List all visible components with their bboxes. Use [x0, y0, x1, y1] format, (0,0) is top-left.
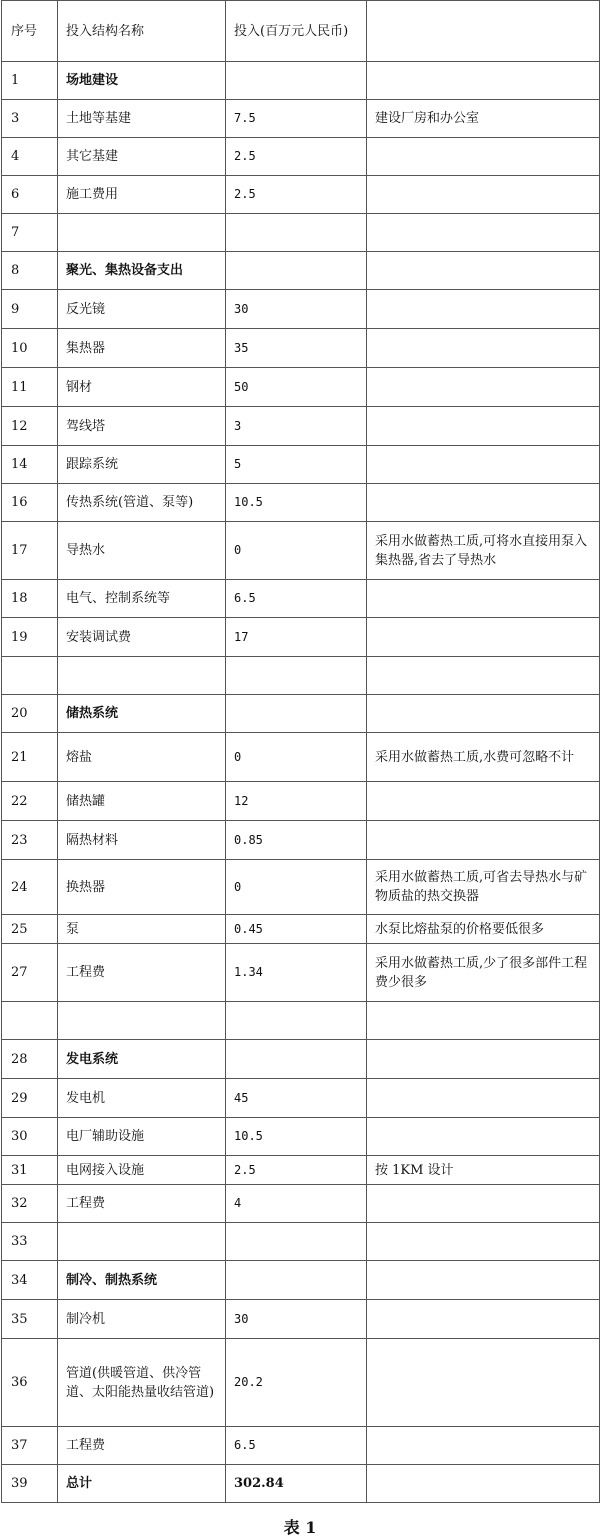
- row-item-name: 储热系统: [58, 695, 226, 733]
- table-row: [2, 733, 600, 782]
- row-number: 32: [2, 1185, 58, 1223]
- row-investment: 0: [226, 733, 367, 782]
- row-item-name: 隔热材料: [58, 821, 226, 860]
- row-item-name: 导热水: [58, 522, 226, 580]
- row-number: 25: [2, 915, 58, 944]
- row-remarks: [367, 618, 600, 657]
- row-number: 31: [2, 1156, 58, 1185]
- row-investment: [226, 62, 367, 100]
- row-number: 30: [2, 1118, 58, 1156]
- table-row: [2, 446, 600, 484]
- row-number: 3: [2, 100, 58, 138]
- row-remarks: [367, 290, 600, 329]
- row-investment: 30: [226, 1300, 367, 1339]
- table-row: [2, 1261, 600, 1300]
- row-investment: 0: [226, 522, 367, 580]
- row-number: 1: [2, 62, 58, 100]
- row-remarks: [367, 580, 600, 618]
- row-remarks: [367, 1079, 600, 1118]
- row-remarks: [367, 695, 600, 733]
- row-investment: 2.5: [226, 138, 367, 176]
- row-investment: 10.5: [226, 1118, 367, 1156]
- row-remarks: 采用水做蓄热工质,可省去导热水与矿物质盐的热交换器: [367, 860, 600, 915]
- row-item-name: 发电系统: [58, 1040, 226, 1079]
- row-remarks: [367, 1300, 600, 1339]
- table-row: [2, 214, 600, 252]
- row-number: 28: [2, 1040, 58, 1079]
- row-item-name: 跟踪系统: [58, 446, 226, 484]
- row-remarks: [367, 329, 600, 368]
- row-number: 9: [2, 290, 58, 329]
- row-item-name: 集热器: [58, 329, 226, 368]
- row-item-name: 工程费: [58, 944, 226, 1002]
- row-item-name: 场地建设: [58, 62, 226, 100]
- row-remarks: 采用水做蓄热工质,可将水直接用泵入集热器,省去了导热水: [367, 522, 600, 580]
- table-row: [2, 1118, 600, 1156]
- table-row: [2, 1300, 600, 1339]
- row-remarks: [367, 368, 600, 407]
- row-item-name: 施工费用: [58, 176, 226, 214]
- table-row: [2, 1339, 600, 1427]
- row-item-name: 电网接入设施: [58, 1156, 226, 1185]
- row-remarks: [367, 62, 600, 100]
- row-remarks: [367, 1465, 600, 1503]
- row-number: 17: [2, 522, 58, 580]
- row-investment: 2.5: [226, 176, 367, 214]
- row-investment: 45: [226, 1079, 367, 1118]
- row-item-name: 电厂辅助设施: [58, 1118, 226, 1156]
- table-row: [2, 176, 600, 214]
- row-investment: 10.5: [226, 484, 367, 522]
- row-remarks: 采用水做蓄热工质,少了很多部件工程费少很多: [367, 944, 600, 1002]
- row-remarks: 建设厂房和办公室: [367, 100, 600, 138]
- table-row: [2, 368, 600, 407]
- table-row: [2, 62, 600, 100]
- row-number: 6: [2, 176, 58, 214]
- table-row: [2, 252, 600, 290]
- row-remarks: [367, 657, 600, 695]
- table-row: [2, 138, 600, 176]
- row-item-name: 泵: [58, 915, 226, 944]
- row-remarks: 采用水做蓄热工质,水费可忽略不计: [367, 733, 600, 782]
- row-number: 11: [2, 368, 58, 407]
- row-item-name: 土地等基建: [58, 100, 226, 138]
- row-number: 18: [2, 580, 58, 618]
- row-number: 33: [2, 1223, 58, 1261]
- header-remarks: [367, 1, 600, 62]
- row-remarks: [367, 176, 600, 214]
- row-number: 14: [2, 446, 58, 484]
- row-remarks: [367, 484, 600, 522]
- table-row: [2, 100, 600, 138]
- row-number: 34: [2, 1261, 58, 1300]
- table-row: [2, 1079, 600, 1118]
- row-item-name: 电气、控制系统等: [58, 580, 226, 618]
- row-item-name: 换热器: [58, 860, 226, 915]
- row-investment: 1.34: [226, 944, 367, 1002]
- row-remarks: [367, 1427, 600, 1465]
- row-investment: 302.84: [226, 1465, 367, 1503]
- table-row: [2, 484, 600, 522]
- row-remarks: 按 1KM 设计: [367, 1156, 600, 1185]
- row-investment: 4: [226, 1185, 367, 1223]
- row-investment: 0: [226, 860, 367, 915]
- row-remarks: [367, 446, 600, 484]
- row-item-name: 钢材: [58, 368, 226, 407]
- row-investment: [226, 1261, 367, 1300]
- row-investment: [226, 1002, 367, 1040]
- row-item-name: [58, 1002, 226, 1040]
- row-investment: 5: [226, 446, 367, 484]
- row-remarks: [367, 1040, 600, 1079]
- header-item-name: 投入结构名称: [58, 1, 226, 62]
- table-row: [2, 915, 600, 944]
- row-investment: 12: [226, 782, 367, 821]
- row-remarks: [367, 1185, 600, 1223]
- row-investment: 0.85: [226, 821, 367, 860]
- table-row: [2, 329, 600, 368]
- row-number: [2, 1002, 58, 1040]
- row-item-name: 熔盐: [58, 733, 226, 782]
- row-investment: [226, 1040, 367, 1079]
- row-number: 39: [2, 1465, 58, 1503]
- row-investment: 0.45: [226, 915, 367, 944]
- row-investment: 3: [226, 407, 367, 446]
- table-row: [2, 782, 600, 821]
- row-item-name: 反光镜: [58, 290, 226, 329]
- row-remarks: [367, 1223, 600, 1261]
- row-remarks: [367, 1339, 600, 1427]
- row-item-name: 聚光、集热设备支出: [58, 252, 226, 290]
- row-investment: 7.5: [226, 100, 367, 138]
- row-number: 35: [2, 1300, 58, 1339]
- row-item-name: 制冷、制热系统: [58, 1261, 226, 1300]
- table-row: [2, 1040, 600, 1079]
- row-item-name: [58, 1223, 226, 1261]
- table-row: [2, 657, 600, 695]
- row-item-name: 管道(供暖管道、供冷管道、太阳能热量收结管道): [58, 1339, 226, 1427]
- header-investment: 投入(百万元人民币): [226, 1, 367, 62]
- row-investment: 2.5: [226, 1156, 367, 1185]
- table-row: [2, 695, 600, 733]
- row-remarks: [367, 252, 600, 290]
- row-item-name: 其它基建: [58, 138, 226, 176]
- table-row: [2, 1156, 600, 1185]
- row-number: 22: [2, 782, 58, 821]
- row-number: [2, 657, 58, 695]
- row-item-name: 工程费: [58, 1427, 226, 1465]
- row-item-name: 储热罐: [58, 782, 226, 821]
- table-row: [2, 580, 600, 618]
- row-number: 24: [2, 860, 58, 915]
- row-number: 19: [2, 618, 58, 657]
- row-remarks: [367, 1261, 600, 1300]
- row-remarks: [367, 138, 600, 176]
- row-investment: [226, 657, 367, 695]
- row-number: 16: [2, 484, 58, 522]
- row-investment: [226, 1223, 367, 1261]
- table-row: [2, 522, 600, 580]
- row-item-name: 工程费: [58, 1185, 226, 1223]
- table-row: [2, 1185, 600, 1223]
- row-investment: 20.2: [226, 1339, 367, 1427]
- row-investment: 17: [226, 618, 367, 657]
- table-row: [2, 1002, 600, 1040]
- table-caption: 表 1: [283, 1518, 317, 1537]
- row-number: 23: [2, 821, 58, 860]
- row-number: 12: [2, 407, 58, 446]
- table-row: [2, 1427, 600, 1465]
- row-investment: [226, 695, 367, 733]
- table-row: [2, 407, 600, 446]
- row-remarks: [367, 214, 600, 252]
- table-header-row: [2, 1, 600, 62]
- row-item-name: 驾线塔: [58, 407, 226, 446]
- row-number: 4: [2, 138, 58, 176]
- table-row: [2, 290, 600, 329]
- row-remarks: [367, 782, 600, 821]
- table-row: [2, 618, 600, 657]
- row-investment: 50: [226, 368, 367, 407]
- table-row: [2, 1223, 600, 1261]
- row-item-name: 制冷机: [58, 1300, 226, 1339]
- row-remarks: 水泵比熔盐泵的价格要低很多: [367, 915, 600, 944]
- row-investment: 6.5: [226, 1427, 367, 1465]
- row-item-name: 安装调试费: [58, 618, 226, 657]
- row-number: 29: [2, 1079, 58, 1118]
- header-number: 序号: [2, 1, 58, 62]
- row-number: 7: [2, 214, 58, 252]
- table-row: [2, 821, 600, 860]
- row-item-name: [58, 657, 226, 695]
- row-remarks: [367, 1002, 600, 1040]
- row-investment: 35: [226, 329, 367, 368]
- row-remarks: [367, 407, 600, 446]
- row-item-name: 传热系统(管道、泵等): [58, 484, 226, 522]
- row-investment: 6.5: [226, 580, 367, 618]
- table-row: [2, 1465, 600, 1503]
- row-number: 8: [2, 252, 58, 290]
- row-number: 20: [2, 695, 58, 733]
- row-number: 27: [2, 944, 58, 1002]
- row-number: 36: [2, 1339, 58, 1427]
- row-number: 21: [2, 733, 58, 782]
- row-investment: [226, 214, 367, 252]
- row-remarks: [367, 821, 600, 860]
- investment-table: [1, 0, 600, 1503]
- row-item-name: 总计: [58, 1465, 226, 1503]
- row-number: 37: [2, 1427, 58, 1465]
- row-investment: [226, 252, 367, 290]
- row-investment: 30: [226, 290, 367, 329]
- row-remarks: [367, 1118, 600, 1156]
- row-item-name: 发电机: [58, 1079, 226, 1118]
- row-number: 10: [2, 329, 58, 368]
- row-item-name: [58, 214, 226, 252]
- table-row: [2, 860, 600, 915]
- table-row: [2, 944, 600, 1002]
